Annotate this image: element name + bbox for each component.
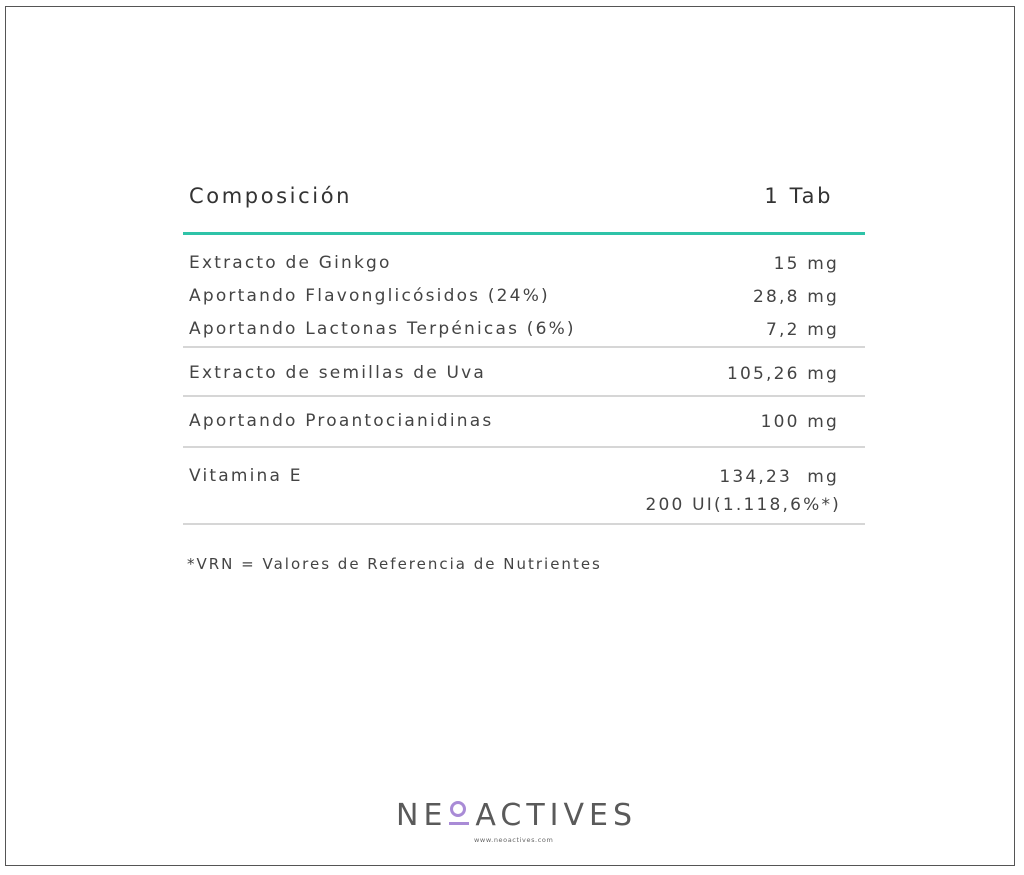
table-group-grape-seed [183,348,865,397]
logo-text-right: ACTIVES [475,798,638,833]
composition-table [183,176,865,525]
ingredient-name: Extracto de Ginkgo [189,253,392,273]
ingredient-name: Vitamina E [189,466,303,486]
ingredient-name: Aportando Proantocianidinas [189,411,494,431]
ingredient-name: Extracto de semillas de Uva [189,363,487,383]
ingredient-amount: 100 mg [760,412,839,432]
table-header [183,176,865,235]
header-composition-label: Composición [189,184,353,208]
ingredient-name: Aportando Lactonas Terpénicas (6%) [189,319,576,339]
ingredient-name: Aportando Flavonglicósidos (24%) [189,286,550,306]
neoactives-logo [396,798,638,846]
table-group-ginkgo [183,235,865,348]
table-row [183,357,865,390]
table-row [183,493,865,523]
ingredient-amount: 105,26 mg [726,364,839,384]
ingredient-amount: 15 mg [773,254,839,274]
table-group-proanthocyanidins [183,397,865,448]
table-row [183,313,865,346]
logo-website: www.neoactives.com [474,836,554,844]
table-group-vitamin-e [183,448,865,525]
logo-wordmark [396,798,637,833]
table-row [183,460,865,493]
ingredient-amount: 200 UI(1.118,6%*) [645,495,841,515]
header-amount-label: 1 Tab [764,184,833,208]
logo-o-mark-icon [449,798,471,828]
table-row [183,247,865,280]
logo-text-left: NE [396,798,448,833]
table-row [183,405,865,438]
ingredient-amount: 7,2 mg [766,320,839,340]
table-row [183,280,865,313]
ingredient-amount: 134,23 mg [719,467,839,487]
vrn-footnote: *VRN = Valores de Referencia de Nutrientes [187,555,602,573]
ingredient-amount: 28,8 mg [752,287,839,307]
